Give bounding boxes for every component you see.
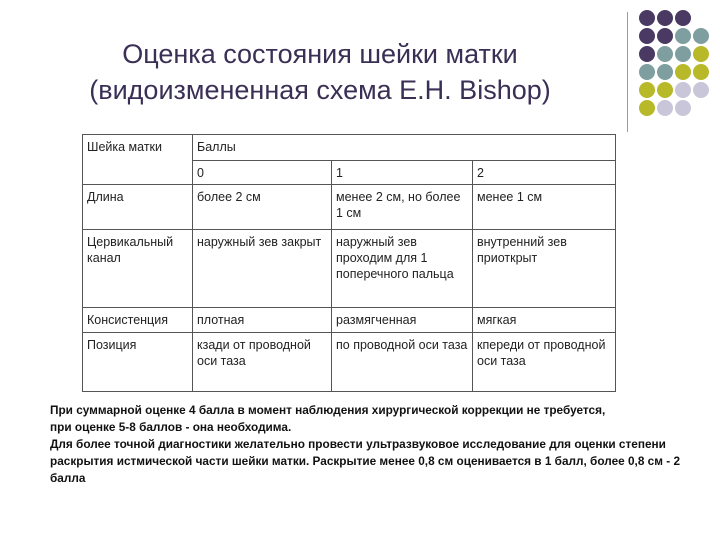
decor-dot xyxy=(639,10,655,26)
footnote-line-2: при оценке 5-8 баллов - она необходима. xyxy=(50,420,292,434)
decor-dot xyxy=(657,82,673,98)
table-row xyxy=(83,230,616,308)
slide-title xyxy=(40,36,600,108)
decor-dot xyxy=(693,64,709,80)
decor-dot xyxy=(639,82,655,98)
score-1: 1 xyxy=(332,160,473,185)
decor-dot xyxy=(639,46,655,62)
header-cervix: Шейка матки xyxy=(83,135,193,185)
row-param: Длина xyxy=(83,185,193,230)
decor-dot xyxy=(657,64,673,80)
row-score-1: наружный зев проходим для 1 поперечного пальца xyxy=(332,230,473,308)
score-0: 0 xyxy=(193,160,332,185)
row-param: Цервикальный канал xyxy=(83,230,193,308)
header-scores: Баллы xyxy=(193,135,616,161)
decor-divider-line xyxy=(627,12,628,132)
decor-dot-grid xyxy=(637,10,717,130)
decor-dot xyxy=(693,28,709,44)
footnote-line-1: При суммарной оценке 4 балла в момент наблюдения хирургической коррекции не требуется, xyxy=(50,403,606,417)
decor-dot xyxy=(675,100,691,116)
decor-dot xyxy=(675,82,691,98)
score-2: 2 xyxy=(473,160,616,185)
row-score-1: менее 2 см, но более 1 см xyxy=(332,185,473,230)
decor-dot xyxy=(675,46,691,62)
row-score-0: плотная xyxy=(193,308,332,333)
row-score-0: наружный зев закрыт xyxy=(193,230,332,308)
row-score-1: по проводной оси таза xyxy=(332,333,473,392)
decor-dot xyxy=(639,28,655,44)
bishop-score-table xyxy=(82,134,616,392)
table-row xyxy=(83,185,616,230)
decor-dot xyxy=(657,100,673,116)
footnote-line-3: Для более точной диагностики желательно провести ультразвуковое исследование для оценки степени раскрытия истмической части шейки матки. Раскрытие менее 0,8 см оценивается в 1 балл, более 0,8 см - 2 балла xyxy=(50,437,680,485)
row-param: Позиция xyxy=(83,333,193,392)
row-score-0: кзади от проводной оси таза xyxy=(193,333,332,392)
table-row xyxy=(83,333,616,392)
decor-dot xyxy=(675,64,691,80)
title-line-2: (видоизмененная схема E.H. Bishop) xyxy=(89,75,551,105)
decor-dot xyxy=(639,64,655,80)
row-score-0: более 2 см xyxy=(193,185,332,230)
table-row xyxy=(83,308,616,333)
decor-dot xyxy=(693,82,709,98)
decor-dot xyxy=(675,10,691,26)
row-param: Консистенция xyxy=(83,308,193,333)
decor-dot xyxy=(657,28,673,44)
decor-dot xyxy=(657,46,673,62)
row-score-2: кпереди от проводной оси таза xyxy=(473,333,616,392)
row-score-2: внутренний зев приоткрыт xyxy=(473,230,616,308)
decor-dot xyxy=(693,46,709,62)
table-header-row xyxy=(83,135,616,161)
decor-dot xyxy=(675,28,691,44)
footnote-text xyxy=(50,402,680,487)
decor-dot xyxy=(639,100,655,116)
row-score-2: мягкая xyxy=(473,308,616,333)
decor-dot xyxy=(657,10,673,26)
row-score-1: размягченная xyxy=(332,308,473,333)
row-score-2: менее 1 см xyxy=(473,185,616,230)
title-line-1: Оценка состояния шейки матки xyxy=(122,39,518,69)
